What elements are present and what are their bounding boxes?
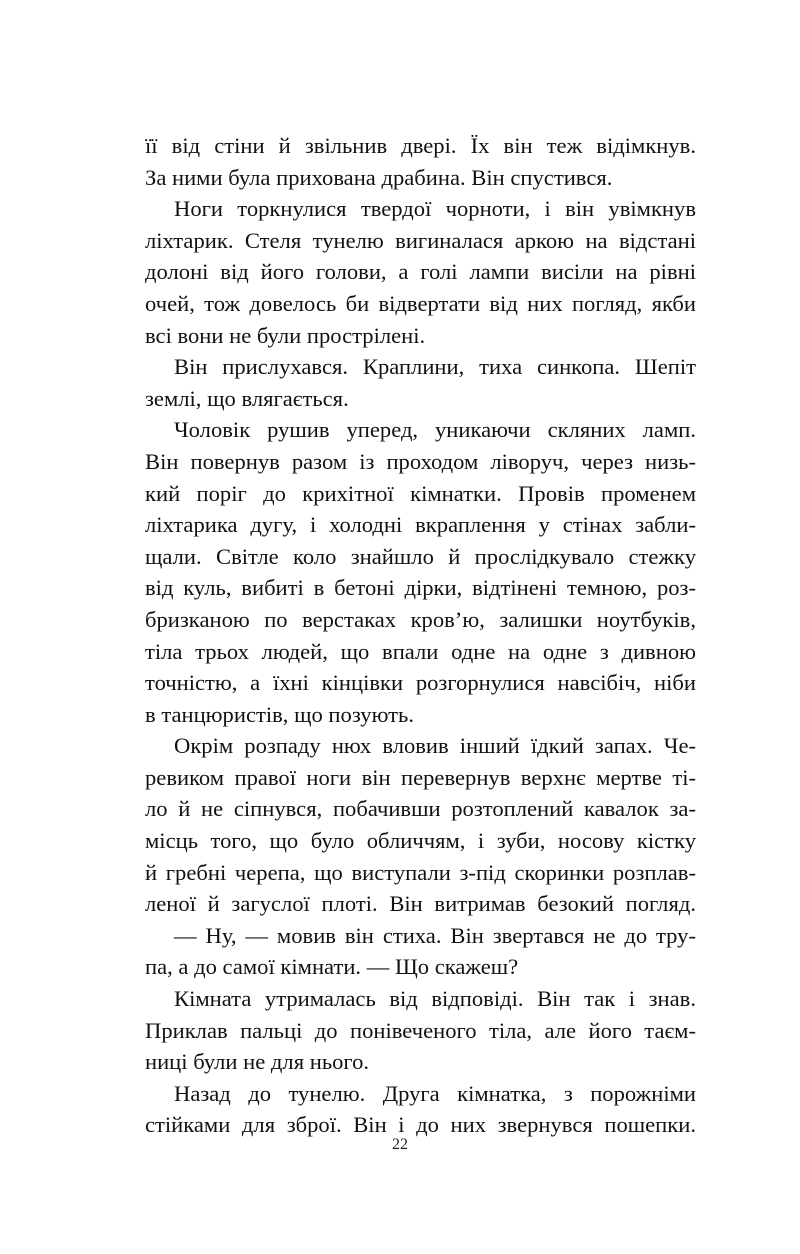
text-line: долоні від його голови, а голі лампи висіли на рівні: [145, 259, 696, 285]
text-line: Окрім розпаду нюх вловив інший їдкий запах. Че-: [174, 733, 696, 759]
text-line: ниці були не для нього.: [145, 1049, 370, 1075]
text-line: па, а до самої кімнати. — Що скажеш?: [145, 954, 519, 980]
body-text: [145, 130, 696, 1141]
text-line: в танцюристів, що позують.: [145, 701, 414, 727]
text-line: Чоловік рушив уперед, уникаючи скляних ламп.: [174, 417, 696, 443]
text-line: Він прислухався. Краплини, тиха синкопа. Шепіт: [174, 354, 696, 380]
text-line: Він повернув разом із проходом ліворуч, через низь-: [145, 448, 696, 474]
text-line: Ноги торкнулися твердої чорноти, і він увімкнув: [174, 196, 696, 222]
text-line: очей, тож довелось би відвертати від них погляд, якби: [145, 290, 696, 316]
text-line: її від стіни й звільнив двері. Їх він теж відімкнув.: [145, 133, 696, 158]
text-line: — Ну, — мовив він стиха. Він звертався не до тру-: [174, 922, 696, 948]
text-line: й гребні черепа, що виступали з-під скоринки розплав-: [145, 859, 696, 885]
text-line: ліхтарика дугу, і холодні вкраплення у стінах забли-: [145, 512, 696, 538]
text-line: кий поріг до крихітної кімнатки. Провів променем: [145, 480, 696, 506]
text-line: леної й загуслої плоті. Він витримав безокий погляд.: [145, 891, 696, 917]
text-line: ліхтарик. Стеля тунелю вигиналася аркою на відстані: [145, 227, 696, 253]
text-line: від куль, вибиті в бетоні дірки, відтінені темною, роз-: [145, 575, 696, 601]
text-line: стійками для зброї. Він і до них звернувся пошепки.: [145, 1112, 696, 1138]
text-line: ревиком правої ноги він перевернув верхнє мертве ті-: [145, 764, 696, 790]
text-line: Назад до тунелю. Друга кімнатка, з порожніми: [174, 1080, 696, 1106]
text-line: Кімната утрималась від відповіді. Він так і знав.: [174, 986, 696, 1012]
text-line: місць того, що було обличчям, і зуби, носову кістку: [145, 828, 696, 854]
text-line: тіла трьох людей, що впали одне на одне з дивною: [145, 638, 696, 664]
page-number: 22: [392, 1136, 408, 1153]
text-line: щали. Світле коло знайшло й прослідкувало стежку: [145, 543, 696, 569]
text-line: Приклав пальці до понівеченого тіла, але його таєм-: [145, 1017, 696, 1043]
text-line: бризканою по верстаках кров’ю, залишки ноутбуків,: [145, 606, 696, 632]
text-line: За ними була прихована драбина. Він спустився.: [145, 164, 613, 190]
text-line: землі, що влягається.: [145, 385, 349, 411]
text-line: точністю, а їхні кінцівки розгорнулися навсібіч, ніби: [145, 670, 696, 696]
text-line: всі вони не були прострілені.: [145, 322, 426, 348]
text-line: ло й не сіпнувся, побачивши розтоплений кавалок за-: [145, 796, 696, 822]
